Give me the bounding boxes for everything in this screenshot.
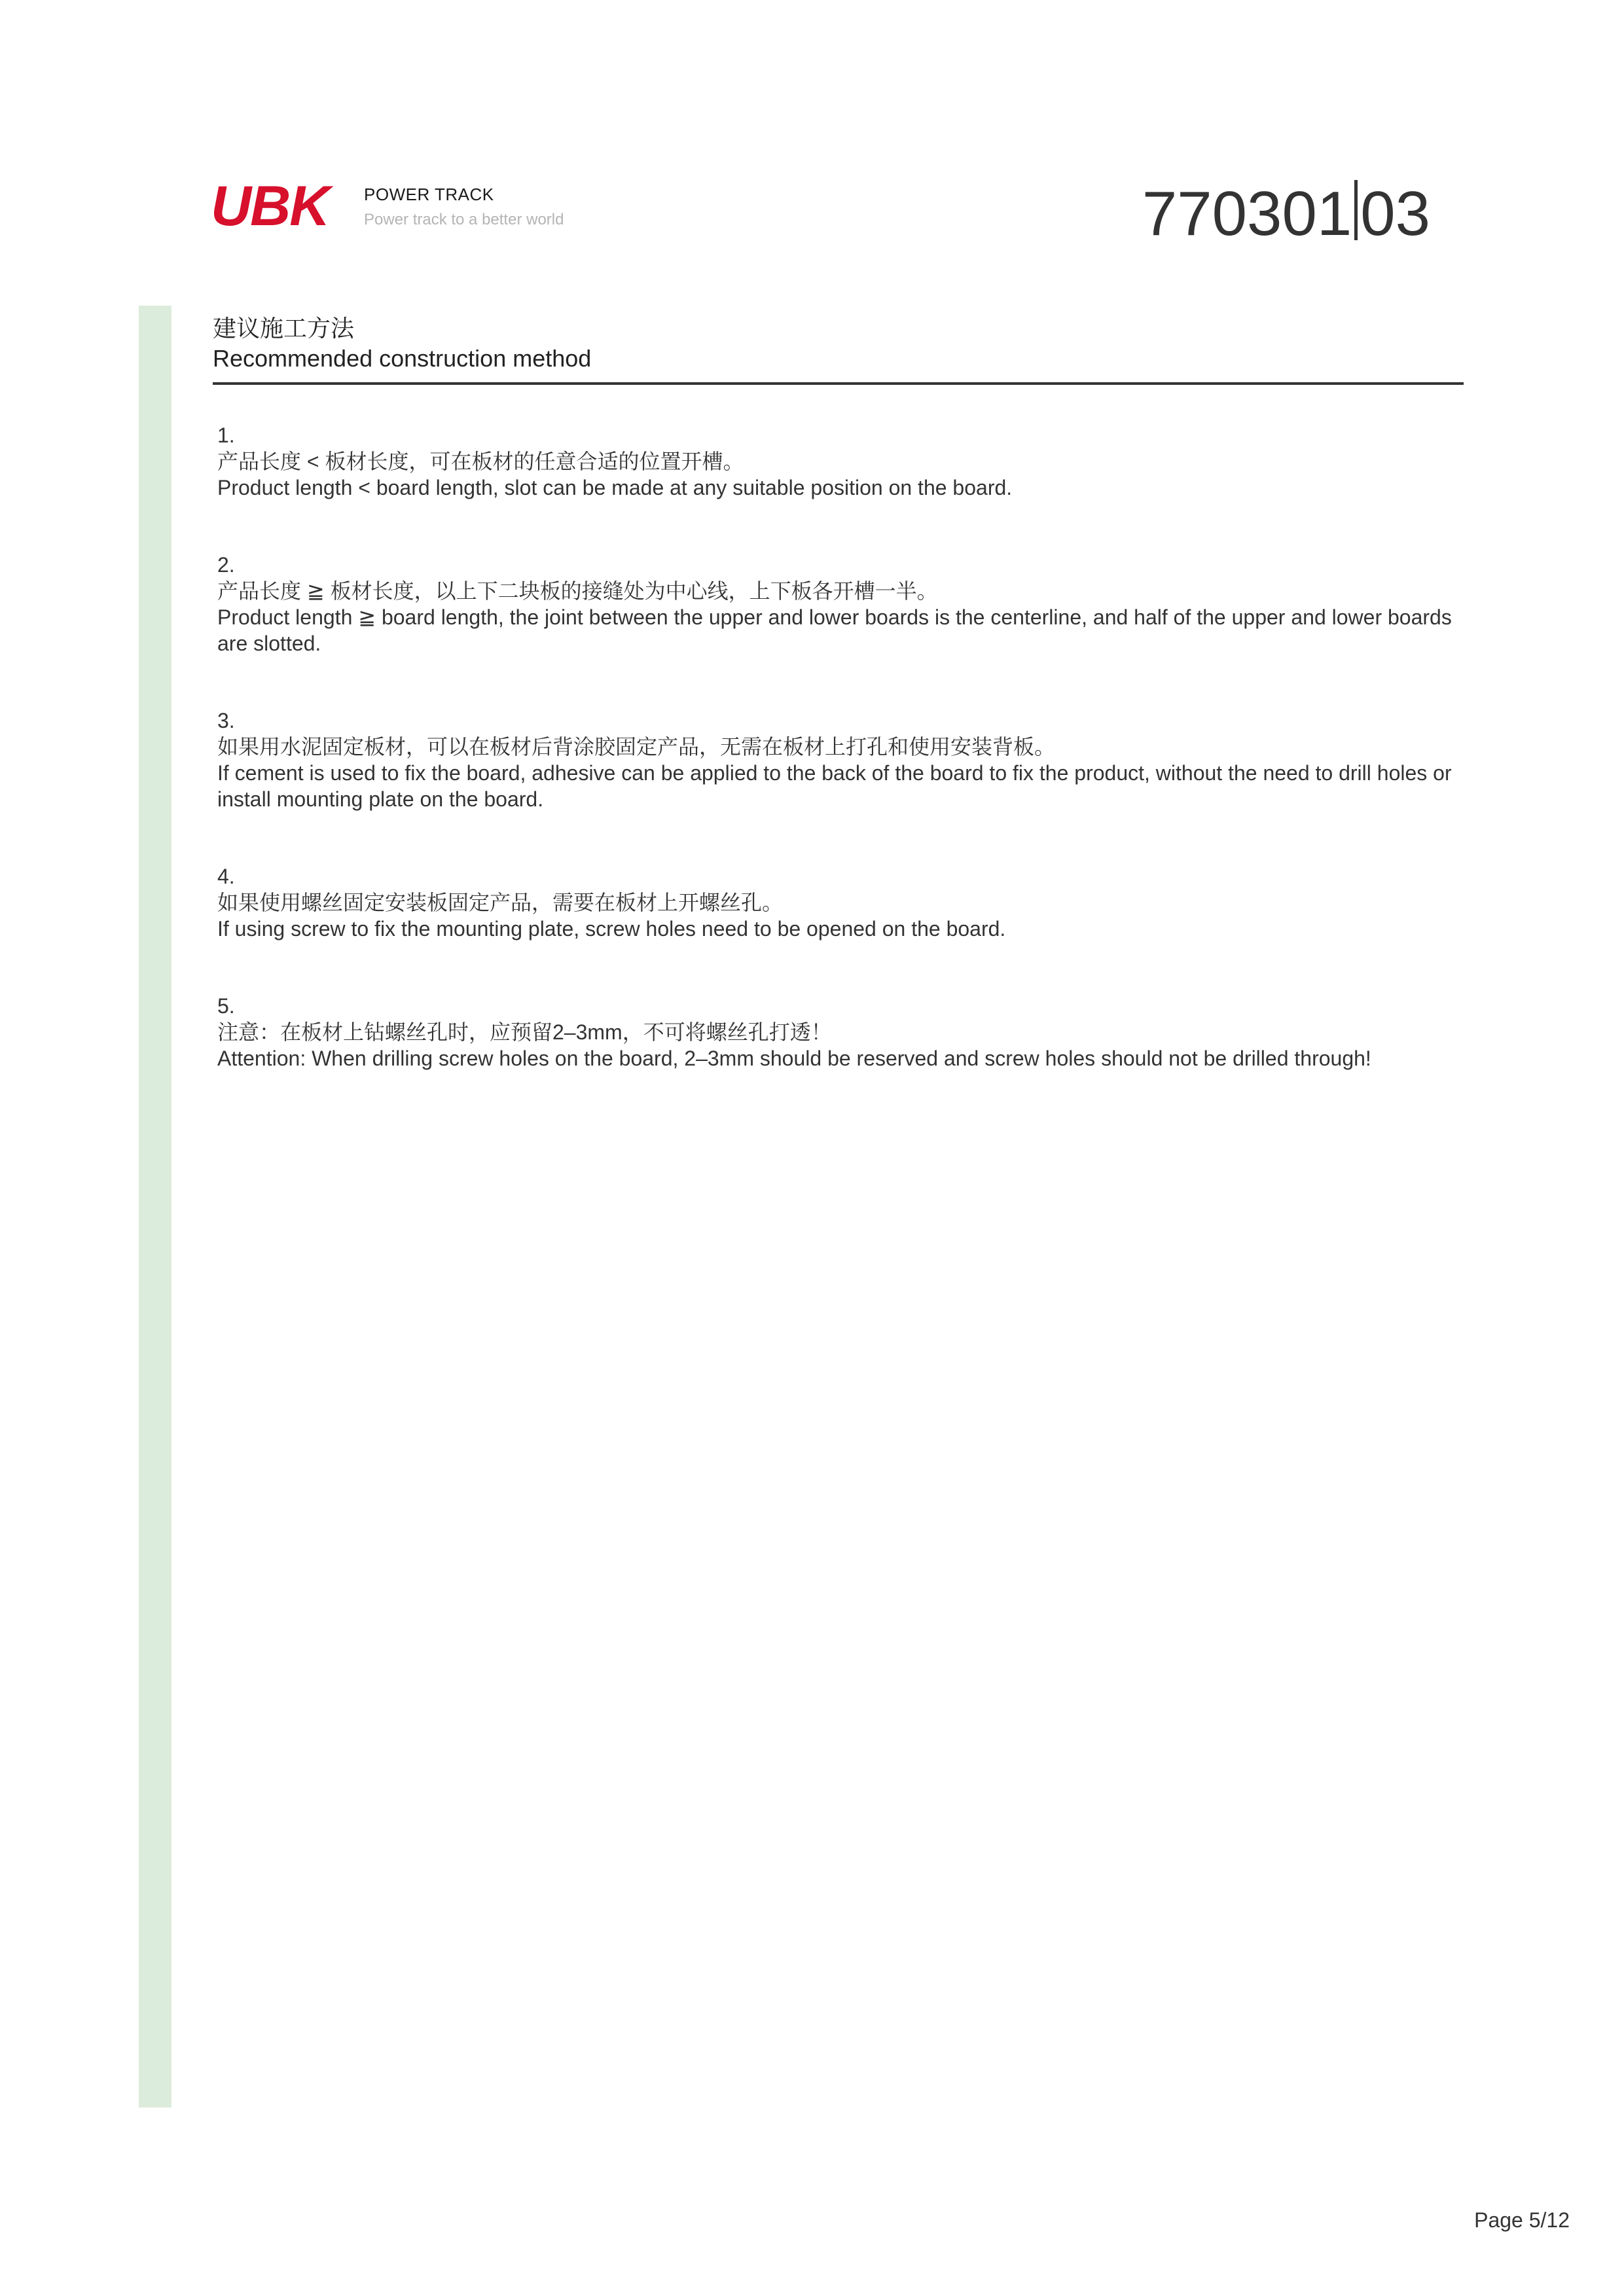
page-number: Page 5/12 xyxy=(1474,2208,1570,2232)
instruction-number: 4. xyxy=(217,865,235,888)
instruction-number: 1. xyxy=(217,423,235,447)
instruction-text-chinese: 如果使用螺丝固定安装板固定产品，需要在板材上开螺丝孔。 xyxy=(217,891,784,914)
section-title-english: Recommended construction method xyxy=(213,345,592,372)
document-number-main: 770301 xyxy=(1142,179,1352,249)
instruction-text-english: Product length < board length, slot can be made at any suitable position on the board. xyxy=(217,476,1013,499)
instruction-item-1 xyxy=(217,422,1461,501)
instruction-item-5 xyxy=(217,993,1461,1071)
instruction-item-4 xyxy=(217,863,1461,942)
instruction-text-english: Product length ≧ board length, the joint between the upper and lower boards is the centerline, and half of the upper and lower boards are slotted. xyxy=(217,605,1452,655)
document-number xyxy=(1142,178,1430,250)
instruction-list xyxy=(217,422,1461,1122)
instruction-text-english: If using screw to fix the mounting plate, screw holes need to be opened on the board. xyxy=(217,917,1006,941)
instruction-item-2 xyxy=(217,552,1461,656)
instruction-text-chinese: 注意：在板材上钻螺丝孔时，应预留2–3mm，不可将螺丝孔打透！ xyxy=(217,1020,832,1044)
instruction-number: 3. xyxy=(217,709,235,732)
ubk-logo: UBK xyxy=(211,175,329,238)
section-title-chinese: 建议施工方法 xyxy=(213,315,355,342)
document-number-separator xyxy=(1354,180,1358,240)
instruction-item-3 xyxy=(217,708,1461,812)
brand-tagline: Power track to a better world xyxy=(364,211,564,228)
instruction-text-chinese: 如果用水泥固定板材，可以在板材后背涂胶固定产品，无需在板材上打孔和使用安装背板。 xyxy=(217,735,1056,759)
document-number-revision: 03 xyxy=(1360,179,1430,249)
brand-name: POWER TRACK xyxy=(364,185,494,204)
instruction-text-english: Attention: When drilling screw holes on the board, 2–3mm should be reserved and screw holes should not be drilled through! xyxy=(217,1047,1371,1070)
instruction-number: 2. xyxy=(217,553,235,577)
instruction-text-chinese: 产品长度 < 板材长度，可在板材的任意合适的位置开槽。 xyxy=(217,450,744,473)
instruction-number: 5. xyxy=(217,994,235,1018)
instruction-text-chinese: 产品长度 ≧ 板材长度，以上下二块板的接缝处为中心线，上下板各开槽一半。 xyxy=(217,579,938,603)
section-divider xyxy=(213,382,1464,385)
side-accent-bar xyxy=(139,306,171,2108)
instruction-text-english: If cement is used to fix the board, adhesive can be applied to the back of the board to fix the product, without the need to drill holes or install mounting plate on the board. xyxy=(217,761,1452,811)
